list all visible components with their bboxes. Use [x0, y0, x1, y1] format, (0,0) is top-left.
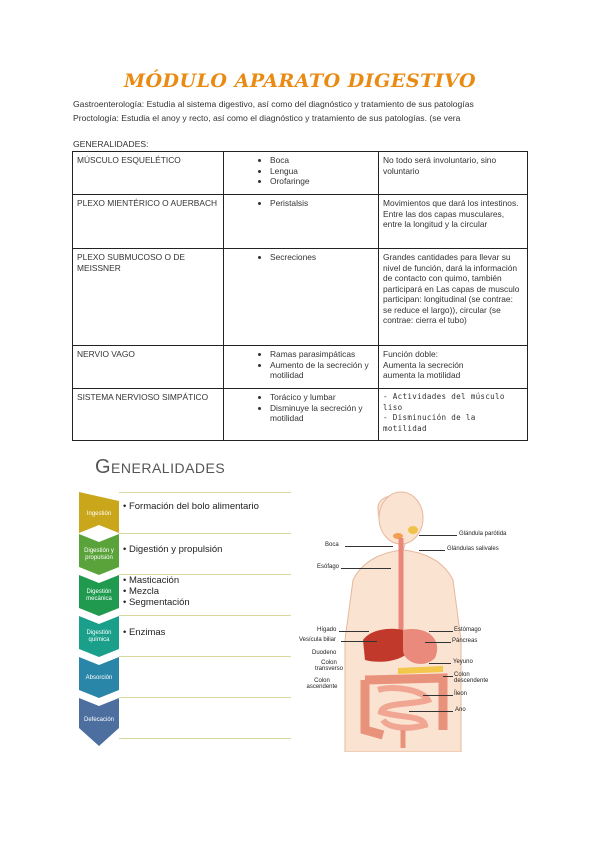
table-cell	[224, 195, 379, 249]
list-item: • Aumento de la secreción y motilidad	[270, 360, 374, 381]
leader-line	[419, 535, 457, 536]
list-item: • Torácico y lumbar	[270, 392, 374, 403]
organ-label: Boca	[325, 542, 339, 548]
stage-divider	[119, 738, 291, 739]
stage-absorcion	[79, 657, 119, 698]
table-cell: NERVIO VAGO	[73, 346, 224, 389]
leader-line	[425, 642, 451, 643]
organ-label: Colon descendente	[454, 672, 489, 684]
table-cell	[379, 152, 528, 195]
stage-label: Digestión y propulsión	[84, 548, 114, 561]
list-item: • Peristalsis	[270, 198, 374, 209]
intro-proctologia: Proctología: Estudia el anoy y recto, así como el diagnóstico y tratamiento de sus patologías. (se vera	[73, 113, 461, 123]
organ-label: Páncreas	[452, 638, 478, 644]
stage-items	[123, 575, 190, 608]
table-cell: SISTEMA NERVIOSO SIMPÁTICO	[73, 389, 224, 441]
note-text: Movimientos que dará los intestinos.	[383, 198, 519, 208]
stage-label: Ingestión	[86, 511, 112, 517]
stage-items	[123, 501, 259, 512]
organ-label: Glándulas salivales	[447, 546, 499, 552]
table-row	[73, 249, 528, 346]
stage-label: Digestión química	[86, 630, 112, 643]
stage-label: Digestión mecánica	[86, 589, 112, 602]
organ-label: Duodeno	[312, 650, 337, 656]
organ-label: Hígado	[317, 627, 337, 633]
organ-label: Íleon	[454, 691, 468, 697]
organ-label: Glándula parótida	[459, 531, 507, 537]
stage-divider	[119, 656, 291, 657]
organ-label: Esófago	[317, 564, 340, 570]
stage-ingestion	[79, 492, 119, 533]
organ-label: Yeyuno	[453, 659, 473, 665]
stage-digestion-quimica	[79, 616, 119, 657]
table-row	[73, 195, 528, 249]
organ-label: Vesícula biliar	[299, 637, 337, 643]
note-text: Función doble:	[383, 349, 438, 359]
table-cell	[379, 389, 528, 441]
intro-gastroenterologia: Gastroenterología: Estudia al sistema digestivo, así como del diagnóstico y tratamiento de sus patologías	[73, 99, 474, 109]
table-cell	[224, 346, 379, 389]
stage-items	[123, 627, 165, 638]
table-cell	[224, 152, 379, 195]
leader-line	[429, 631, 453, 632]
table-cell	[224, 389, 379, 441]
table-cell	[379, 195, 528, 249]
document-title: MÓDULO APARATO DIGESTIVO	[123, 70, 477, 92]
stage-item: • Mezcla	[123, 586, 160, 597]
stage-digestion-propulsion	[79, 534, 119, 575]
leader-line	[339, 631, 369, 632]
list-item: • Boca	[270, 155, 374, 166]
stage-defecacion	[79, 698, 119, 746]
table-row	[73, 346, 528, 389]
note-text: No todo será involuntario, sino voluntario	[383, 155, 497, 176]
note-text: Entre las dos capas musculares, entre la longitud y la circular	[383, 208, 505, 229]
note-text: Aumenta la secreción	[383, 359, 464, 370]
note-text: aumenta la motilidad	[383, 370, 461, 380]
table-row	[73, 389, 528, 441]
stage-label: Absorción	[85, 675, 113, 681]
leader-line	[409, 711, 453, 712]
stage-label: Defecación	[83, 717, 115, 723]
leader-line	[423, 695, 453, 696]
organ-label: Colon ascendente	[306, 678, 338, 690]
stage-item: • Segmentación	[123, 597, 190, 608]
generalidades-table	[72, 151, 528, 441]
table-cell: PLEXO MIENTÉRICO O AUERBACH	[73, 195, 224, 249]
stage-item: • Digestión y propulsión	[123, 544, 223, 555]
stage-divider	[119, 492, 291, 493]
organ-label: Estómago	[454, 627, 482, 633]
leader-line	[443, 676, 453, 677]
stage-divider	[119, 533, 291, 534]
leader-line	[341, 641, 377, 642]
note-text: Grandes cantidades para llevar su nivel de función, dará la información de contacto con quimo, también participará en Las capas de musculo participan: longitudinal (se contrae: se reduce el largo)), circular (se contrae: cierra el tubo)	[383, 252, 520, 325]
stage-item: • Masticación	[123, 575, 180, 586]
generalidades-label: GENERALIDADES:	[73, 139, 149, 149]
table-cell: PLEXO SUBMUCOSO O DE MEISSNER	[73, 249, 224, 346]
organ-label: Colon transverso	[314, 660, 343, 672]
note-text: - Actividades del músculo liso	[383, 392, 505, 412]
generalidades-figure	[73, 450, 518, 752]
note-text: - Disminución de la motilidad	[383, 413, 476, 433]
stage-divider	[119, 697, 291, 698]
list-item: • Secreciones	[270, 252, 374, 263]
stage-item: • Formación del bolo alimentario	[123, 501, 259, 512]
leader-line	[341, 568, 391, 569]
parotid-gland-shape	[408, 526, 418, 534]
organ-label: Ano	[455, 707, 466, 713]
table-cell	[379, 249, 528, 346]
stage-items	[123, 544, 222, 555]
stage-item: • Enzimas	[123, 627, 166, 638]
list-item: • Ramas parasimpáticas	[270, 349, 374, 360]
table-cell	[224, 249, 379, 346]
digestive-system-diagram	[303, 490, 518, 752]
stage-divider	[119, 615, 291, 616]
list-item: • Disminuye la secreción y motilidad	[270, 403, 374, 424]
list-item: • Orofaringe	[270, 176, 374, 187]
stage-digestion-mecanica	[79, 575, 119, 616]
leader-line	[419, 550, 445, 551]
list-item: • Lengua	[270, 166, 374, 177]
figure-title: Generalidades	[95, 456, 226, 478]
leader-line	[429, 663, 451, 664]
leader-line	[345, 546, 393, 547]
table-cell	[379, 346, 528, 389]
table-cell: MÚSCULO ESQUELÉTICO	[73, 152, 224, 195]
table-row	[73, 152, 528, 195]
